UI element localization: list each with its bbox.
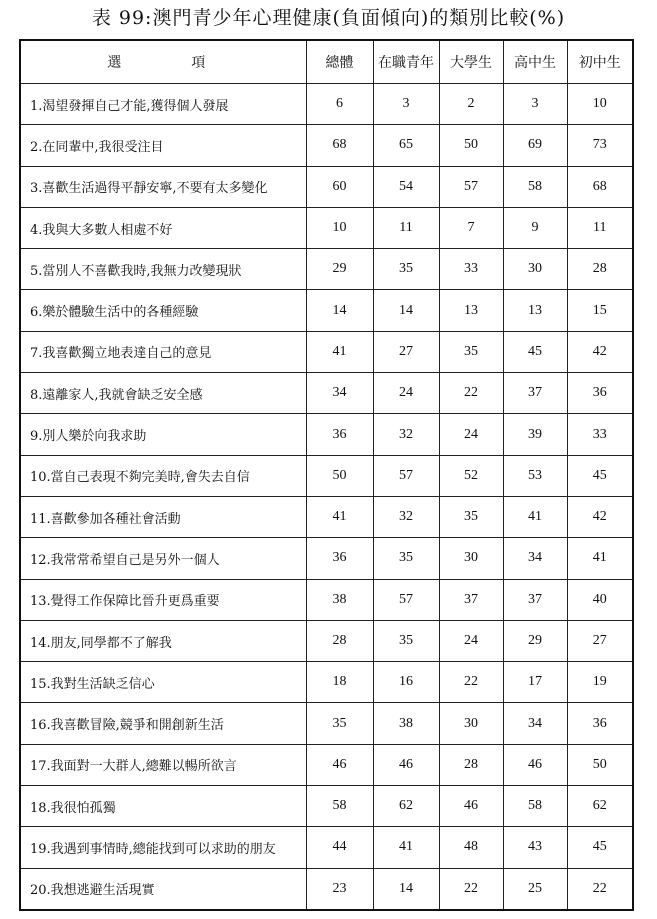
percentage-cell: 35	[373, 538, 439, 579]
percentage-cell: 60	[306, 166, 373, 207]
item-label: 3.喜歡生活過得平靜安寧,不要有太多變化	[20, 166, 306, 207]
comparison-table	[19, 39, 634, 911]
percentage-cell: 35	[439, 331, 503, 372]
column-header-university: 大學生	[439, 40, 503, 84]
percentage-cell: 22	[439, 662, 503, 703]
table-row	[20, 414, 633, 455]
percentage-cell: 50	[439, 125, 503, 166]
table-row	[20, 868, 633, 910]
column-header-junior-high: 初中生	[567, 40, 633, 84]
percentage-cell: 27	[373, 331, 439, 372]
item-label: 7.我喜歡獨立地表達自己的意見	[20, 331, 306, 372]
table-row	[20, 538, 633, 579]
table-row	[20, 703, 633, 744]
percentage-cell: 38	[373, 703, 439, 744]
percentage-cell: 35	[439, 496, 503, 537]
percentage-cell: 22	[567, 868, 633, 910]
percentage-cell: 36	[567, 373, 633, 414]
percentage-cell: 28	[567, 249, 633, 290]
percentage-cell: 57	[373, 455, 439, 496]
percentage-cell: 7	[439, 207, 503, 248]
percentage-cell: 41	[373, 827, 439, 868]
percentage-cell: 24	[373, 373, 439, 414]
percentage-cell: 34	[306, 373, 373, 414]
percentage-cell: 46	[439, 786, 503, 827]
table-row	[20, 620, 633, 661]
percentage-cell: 54	[373, 166, 439, 207]
percentage-cell: 13	[439, 290, 503, 331]
percentage-cell: 28	[306, 620, 373, 661]
percentage-cell: 32	[373, 496, 439, 537]
table-row	[20, 744, 633, 785]
item-label: 6.樂於體驗生活中的各種經驗	[20, 290, 306, 331]
item-label: 4.我與大多數人相處不好	[20, 207, 306, 248]
percentage-cell: 28	[439, 744, 503, 785]
percentage-cell: 11	[373, 207, 439, 248]
percentage-cell: 35	[373, 620, 439, 661]
percentage-cell: 62	[373, 786, 439, 827]
percentage-cell: 42	[567, 331, 633, 372]
table-row	[20, 207, 633, 248]
percentage-cell: 19	[567, 662, 633, 703]
percentage-cell: 30	[439, 703, 503, 744]
percentage-cell: 23	[306, 868, 373, 910]
table-row	[20, 579, 633, 620]
item-label: 8.遠離家人,我就會缺乏安全感	[20, 373, 306, 414]
table-row	[20, 290, 633, 331]
percentage-cell: 53	[503, 455, 567, 496]
percentage-cell: 37	[439, 579, 503, 620]
table-row	[20, 331, 633, 372]
column-header-senior-high: 高中生	[503, 40, 567, 84]
percentage-cell: 9	[503, 207, 567, 248]
percentage-cell: 62	[567, 786, 633, 827]
percentage-cell: 29	[503, 620, 567, 661]
percentage-cell: 14	[306, 290, 373, 331]
percentage-cell: 68	[567, 166, 633, 207]
table-row	[20, 84, 633, 125]
table-row	[20, 249, 633, 290]
percentage-cell: 38	[306, 579, 373, 620]
percentage-cell: 37	[503, 579, 567, 620]
percentage-cell: 16	[373, 662, 439, 703]
percentage-cell: 36	[306, 414, 373, 455]
percentage-cell: 36	[306, 538, 373, 579]
percentage-cell: 39	[503, 414, 567, 455]
percentage-cell: 46	[373, 744, 439, 785]
percentage-cell: 14	[373, 290, 439, 331]
percentage-cell: 14	[373, 868, 439, 910]
percentage-cell: 58	[503, 166, 567, 207]
percentage-cell: 34	[503, 703, 567, 744]
percentage-cell: 33	[439, 249, 503, 290]
percentage-cell: 73	[567, 125, 633, 166]
percentage-cell: 34	[503, 538, 567, 579]
item-label: 18.我很怕孤獨	[20, 786, 306, 827]
item-label: 9.別人樂於向我求助	[20, 414, 306, 455]
item-label: 13.覺得工作保障比晉升更爲重要	[20, 579, 306, 620]
item-label: 15.我對生活缺乏信心	[20, 662, 306, 703]
percentage-cell: 3	[373, 84, 439, 125]
percentage-cell: 50	[306, 455, 373, 496]
percentage-cell: 35	[373, 249, 439, 290]
percentage-cell: 18	[306, 662, 373, 703]
percentage-cell: 69	[503, 125, 567, 166]
percentage-cell: 27	[567, 620, 633, 661]
percentage-cell: 45	[567, 455, 633, 496]
percentage-cell: 41	[306, 331, 373, 372]
percentage-cell: 36	[567, 703, 633, 744]
percentage-cell: 6	[306, 84, 373, 125]
percentage-cell: 2	[439, 84, 503, 125]
percentage-cell: 44	[306, 827, 373, 868]
percentage-cell: 30	[439, 538, 503, 579]
percentage-cell: 22	[439, 868, 503, 910]
percentage-cell: 52	[439, 455, 503, 496]
percentage-cell: 46	[503, 744, 567, 785]
item-label: 11.喜歡參加各種社會活動	[20, 496, 306, 537]
column-header-total: 總體	[306, 40, 373, 84]
item-label: 16.我喜歡冒險,競爭和開創新生活	[20, 703, 306, 744]
percentage-cell: 11	[567, 207, 633, 248]
percentage-cell: 50	[567, 744, 633, 785]
percentage-cell: 41	[503, 496, 567, 537]
column-header-working-youth: 在職青年	[373, 40, 439, 84]
percentage-cell: 68	[306, 125, 373, 166]
percentage-cell: 32	[373, 414, 439, 455]
table-row	[20, 786, 633, 827]
percentage-cell: 24	[439, 414, 503, 455]
table-row	[20, 827, 633, 868]
percentage-cell: 45	[503, 331, 567, 372]
percentage-cell: 41	[567, 538, 633, 579]
item-label: 17.我面對一大群人,總難以暢所欲言	[20, 744, 306, 785]
percentage-cell: 65	[373, 125, 439, 166]
percentage-cell: 30	[503, 249, 567, 290]
item-label: 1.渴望發揮自己才能,獲得個人發展	[20, 84, 306, 125]
header-row	[20, 40, 633, 84]
percentage-cell: 17	[503, 662, 567, 703]
percentage-cell: 58	[503, 786, 567, 827]
percentage-cell: 10	[306, 207, 373, 248]
percentage-cell: 22	[439, 373, 503, 414]
column-header-item: 選 項	[20, 40, 306, 84]
percentage-cell: 15	[567, 290, 633, 331]
table-row	[20, 455, 633, 496]
table-row	[20, 496, 633, 537]
percentage-cell: 35	[306, 703, 373, 744]
item-label: 20.我想逃避生活現實	[20, 868, 306, 910]
percentage-cell: 37	[503, 373, 567, 414]
percentage-cell: 45	[567, 827, 633, 868]
percentage-cell: 58	[306, 786, 373, 827]
percentage-cell: 33	[567, 414, 633, 455]
item-label: 10.當自己表現不夠完美時,會失去自信	[20, 455, 306, 496]
percentage-cell: 43	[503, 827, 567, 868]
percentage-cell: 25	[503, 868, 567, 910]
item-label: 2.在同輩中,我很受注目	[20, 125, 306, 166]
percentage-cell: 57	[439, 166, 503, 207]
percentage-cell: 10	[567, 84, 633, 125]
percentage-cell: 42	[567, 496, 633, 537]
table-row	[20, 125, 633, 166]
table-row	[20, 373, 633, 414]
percentage-cell: 13	[503, 290, 567, 331]
item-label: 5.當別人不喜歡我時,我無力改變現狀	[20, 249, 306, 290]
percentage-cell: 57	[373, 579, 439, 620]
table-row	[20, 662, 633, 703]
percentage-cell: 40	[567, 579, 633, 620]
percentage-cell: 3	[503, 84, 567, 125]
item-label: 14.朋友,同學都不了解我	[20, 620, 306, 661]
percentage-cell: 24	[439, 620, 503, 661]
percentage-cell: 41	[306, 496, 373, 537]
percentage-cell: 29	[306, 249, 373, 290]
table-row	[20, 166, 633, 207]
percentage-cell: 46	[306, 744, 373, 785]
item-label: 12.我常常希望自己是另外一個人	[20, 538, 306, 579]
item-label: 19.我遇到事情時,總能找到可以求助的朋友	[20, 827, 306, 868]
table-title: 表 99:澳門青少年心理健康(負面傾向)的類別比較(%)	[91, 7, 566, 29]
percentage-cell: 48	[439, 827, 503, 868]
